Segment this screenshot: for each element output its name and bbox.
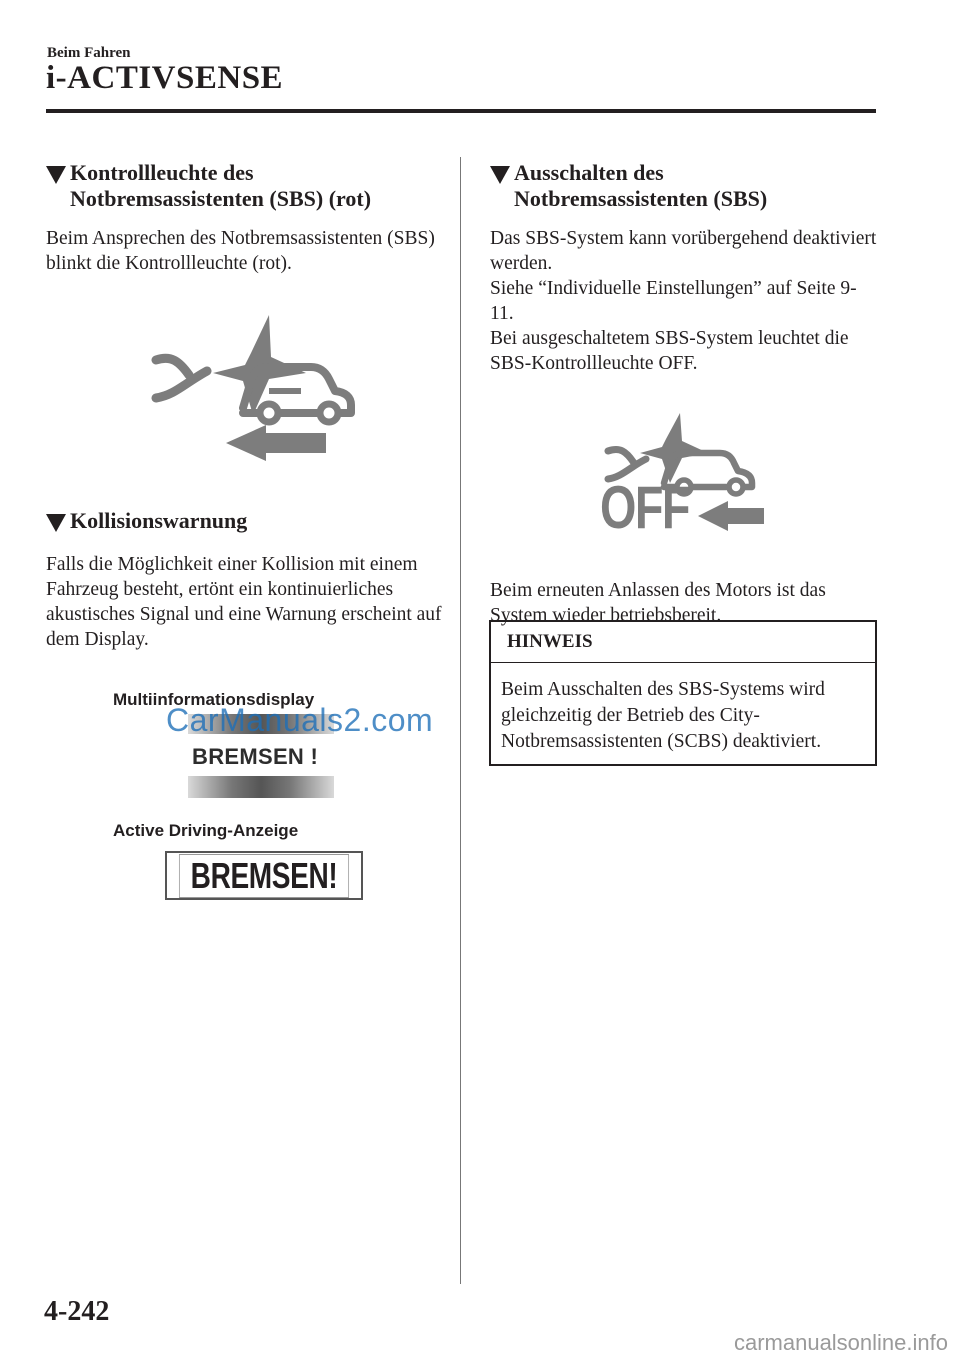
right-column <box>490 160 880 628</box>
heading-line-2: Notbremsassistenten (SBS) <box>514 186 768 211</box>
heading-line-2: Notbremsassistenten (SBS) (rot) <box>70 186 372 211</box>
bremsen-figure <box>46 690 446 950</box>
section-title: i-ACTIVSENSE <box>46 60 284 96</box>
heading-collision-warning <box>46 508 446 538</box>
watermark-carmanuals2: CarManuals2.com <box>166 702 434 738</box>
header-rule <box>46 109 876 113</box>
paragraph-sbs-deactivate: Das SBS-System kann vorübergehend deaktiviert werden. <box>490 228 877 274</box>
triangle-down-icon <box>490 160 514 190</box>
column-divider <box>460 157 461 1284</box>
page-number: 4-242 <box>44 1296 110 1327</box>
active-driving-display-box <box>165 851 363 900</box>
chapter-heading: Beim Fahren <box>47 45 131 61</box>
bremsen-mid-text: BREMSEN ! <box>192 744 319 769</box>
sbs-off-light-figure <box>490 396 880 571</box>
paragraph-off-light: Bei ausgeschaltetem SBS-System leuchtet die SBS-Kontrollleuchte OFF. <box>490 328 849 374</box>
watermark-carmanualsonline: carmanualsonline.info <box>733 1330 948 1355</box>
paragraph-collision: Falls die Möglichkeit einer Kollision mit einem Fahrzeug besteht, ertönt ein kontinuierliches akustisches Signal und eine Warnung erscheint auf dem Display. <box>46 554 442 650</box>
note-box <box>489 620 877 766</box>
paragraph-sbs-flash: Beim Ansprechen des Notbremsassistenten (SBS) blinkt die Kontrollleuchte (rot). <box>46 228 435 274</box>
heading-line-1: Kontrollleuchte des <box>70 160 254 185</box>
sbs-warning-icon <box>151 313 361 463</box>
off-label: OFF <box>600 474 689 541</box>
note-title: HINWEIS <box>491 622 875 663</box>
heading-sbs-warning-light <box>46 160 446 212</box>
paragraph-restart: Beim erneuten Anlassen des Motors ist das System wieder betriebsbereit. <box>490 580 826 626</box>
bremsen-adx-text: BREMSEN! <box>179 854 349 898</box>
triangle-down-icon <box>46 160 70 190</box>
sbs-warning-light-figure <box>46 308 446 503</box>
note-text: Beim Ausschalten des SBS-Systems wird gleichzeitig der Betrieb des City-Notbremsassistenten (SCBS) deaktiviert. <box>501 679 825 752</box>
label-active-driving-display: Active Driving-Anzeige <box>113 821 299 840</box>
label-multi-info-display: Multiinformationsdisplay <box>113 690 315 709</box>
heading-sbs-off <box>490 160 880 212</box>
heading-text: Kollisionswarnung <box>70 508 248 533</box>
display-bottom-bar <box>188 776 334 798</box>
paragraph-see-page: Siehe “Individuelle Einstellungen” auf Seite 9-11. <box>490 278 857 324</box>
triangle-down-icon <box>46 508 70 538</box>
left-column <box>46 160 446 950</box>
heading-line-1: Ausschalten des <box>514 160 664 185</box>
